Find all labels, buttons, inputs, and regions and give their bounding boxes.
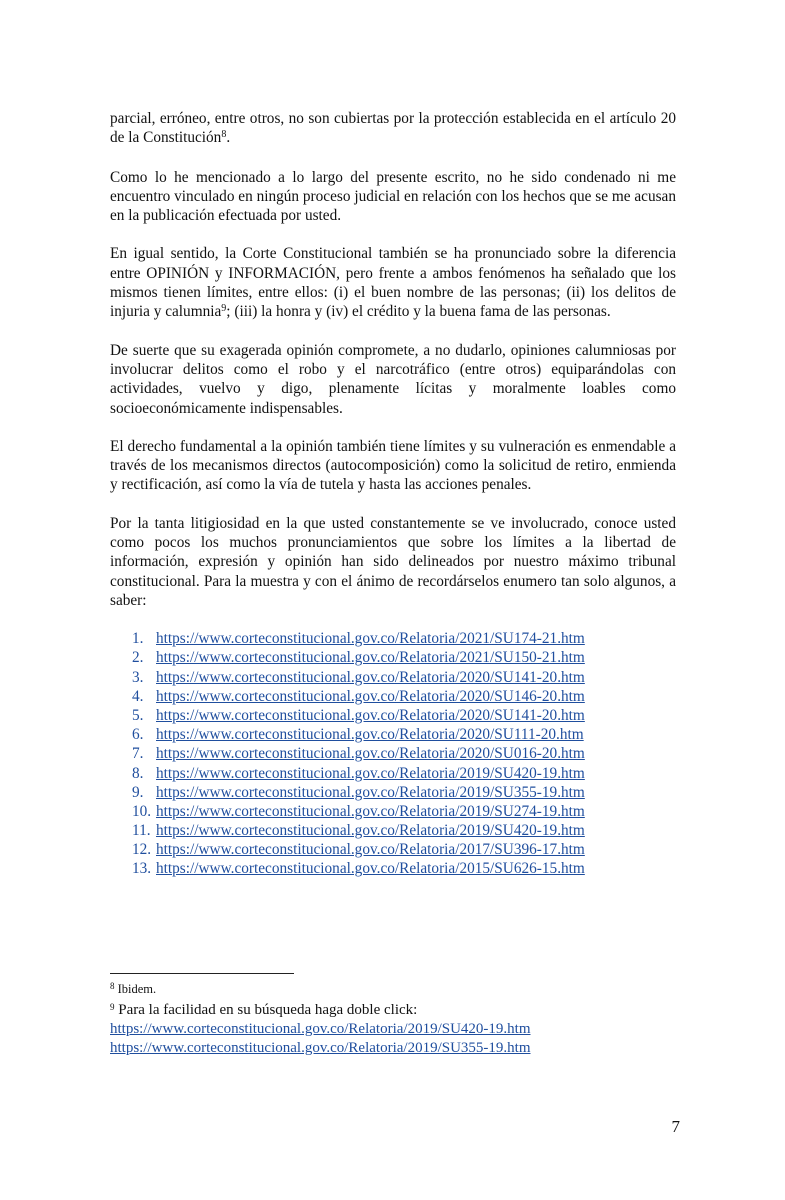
ruling-link[interactable]: https://www.corteconstitucional.gov.co/Relatoria/2019/SU420-19.htm xyxy=(156,764,585,782)
list-number: 1. xyxy=(132,630,144,648)
list-item xyxy=(110,706,676,725)
list-number: 13. xyxy=(132,860,152,878)
paragraph: Por la tanta litigiosidad en la que usted constantemente se ve involucrado, conoce usted como pocos los muchos pronunciamientos que sobre los límites a la libertad de información, expresión y opinión han sido delineados por nuestro máximo tribunal constitucional. Para la muestra y con el ánimo de recordárselos enumero tan solo algunos, a saber: xyxy=(110,514,676,609)
paragraph: En igual sentido, la Corte Constitucional también se ha pronunciado sobre la diferencia entre OPINIÓN y INFORMACIÓN, pero frente a ambos fenómenos ha señalado que los mismos tienen límites, entre ellos: (i) el buen nombre de las personas; (ii) los delitos de injuria y calumnia$^9$; (iii) la honra y (iv) el crédito y la buena fama de las personas. xyxy=(110,245,676,321)
footnote-9: $^9$ Para la facilidad en su búsqueda haga doble click: xyxy=(110,1002,418,1018)
list-item xyxy=(110,859,676,878)
footnote-8: $^8$ Ibidem. xyxy=(110,981,157,996)
ruling-link[interactable]: https://www.corteconstitucional.gov.co/Relatoria/2019/SU355-19.htm xyxy=(156,783,585,801)
list-number: 6. xyxy=(132,726,144,744)
ruling-link[interactable]: https://www.corteconstitucional.gov.co/Relatoria/2021/SU174-21.htm xyxy=(156,630,585,648)
ruling-link[interactable]: https://www.corteconstitucional.gov.co/Relatoria/2020/SU141-20.htm xyxy=(156,706,585,724)
paragraph: Como lo he mencionado a lo largo del presente escrito, no he sido condenado ni me encuentro vinculado en ningún proceso judicial en relación con los hechos que se me acusan en la publicación efectuada por usted. xyxy=(110,168,676,225)
list-number: 11. xyxy=(132,822,151,840)
paragraph: De suerte que su exagerada opinión compromete, a no dudarlo, opiniones calumniosas por involucrar delitos como el robo y el narcotráfico (entre otros) equiparándolas con actividades, vuelvo y digo, plenamente lícitas y moralmente loables como socioeconómicamente indispensables. xyxy=(110,341,676,417)
footnote-separator xyxy=(110,973,294,974)
paragraph: parcial, erróneo, entre otros, no son cubiertas por la protección establecida en el artículo 20 de la Constitución$^8$. xyxy=(110,110,676,147)
ruling-link[interactable]: https://www.corteconstitucional.gov.co/Relatoria/2019/SU274-19.htm xyxy=(156,802,585,820)
list-number: 12. xyxy=(132,841,152,859)
list-item xyxy=(110,725,676,744)
ruling-link[interactable]: https://www.corteconstitucional.gov.co/Relatoria/2021/SU150-21.htm xyxy=(156,649,585,667)
list-number: 5. xyxy=(132,706,144,724)
footnote-link[interactable]: https://www.corteconstitucional.gov.co/Relatoria/2019/SU420-19.htm xyxy=(110,1021,531,1037)
list-item xyxy=(110,764,676,783)
ruling-link[interactable]: https://www.corteconstitucional.gov.co/Relatoria/2017/SU396-17.htm xyxy=(156,841,585,859)
list-item xyxy=(110,668,676,687)
list-number: 8. xyxy=(132,764,144,782)
list-item xyxy=(110,687,676,706)
list-item xyxy=(110,802,676,821)
list-number: 9. xyxy=(132,783,144,801)
ruling-link[interactable]: https://www.corteconstitucional.gov.co/Relatoria/2020/SU146-20.htm xyxy=(156,687,585,705)
footnote-ref-8[interactable]: 8 xyxy=(221,129,227,141)
footnote-link[interactable]: https://www.corteconstitucional.gov.co/Relatoria/2019/SU355-19.htm xyxy=(110,1040,531,1056)
list-item xyxy=(110,629,676,648)
ruling-link[interactable]: https://www.corteconstitucional.gov.co/Relatoria/2020/SU016-20.htm xyxy=(156,745,585,763)
list-number: 2. xyxy=(132,649,144,667)
ruling-link[interactable]: https://www.corteconstitucional.gov.co/Relatoria/2019/SU420-19.htm xyxy=(156,822,585,840)
footnotes xyxy=(110,982,676,1058)
page-number: 7 xyxy=(671,1117,680,1136)
list-number: 7. xyxy=(132,745,144,763)
link-list xyxy=(110,629,676,878)
paragraph: El derecho fundamental a la opinión también tiene límites y su vulneración es enmendable a través de los mecanismos directos (autocomposición) como la solicitud de retiro, enmienda y rectificación, así como la vía de tutela y hasta las acciones penales. xyxy=(110,437,676,494)
list-number: 4. xyxy=(132,687,144,705)
footnote-ref-9[interactable]: 9 xyxy=(221,303,227,315)
ruling-link[interactable]: https://www.corteconstitucional.gov.co/Relatoria/2020/SU111-20.htm xyxy=(156,726,584,744)
list-number: 10. xyxy=(132,802,152,820)
ruling-link[interactable]: https://www.corteconstitucional.gov.co/Relatoria/2015/SU626-15.htm xyxy=(156,860,585,878)
ruling-link[interactable]: https://www.corteconstitucional.gov.co/Relatoria/2020/SU141-20.htm xyxy=(156,668,585,686)
list-item xyxy=(110,821,676,840)
list-item xyxy=(110,840,676,859)
list-item xyxy=(110,648,676,667)
list-number: 3. xyxy=(132,668,144,686)
footnote-mark: 8 xyxy=(110,981,115,991)
body-text xyxy=(110,109,676,879)
footnote-mark: 9 xyxy=(110,1002,115,1012)
list-item xyxy=(110,744,676,763)
list-item xyxy=(110,783,676,802)
